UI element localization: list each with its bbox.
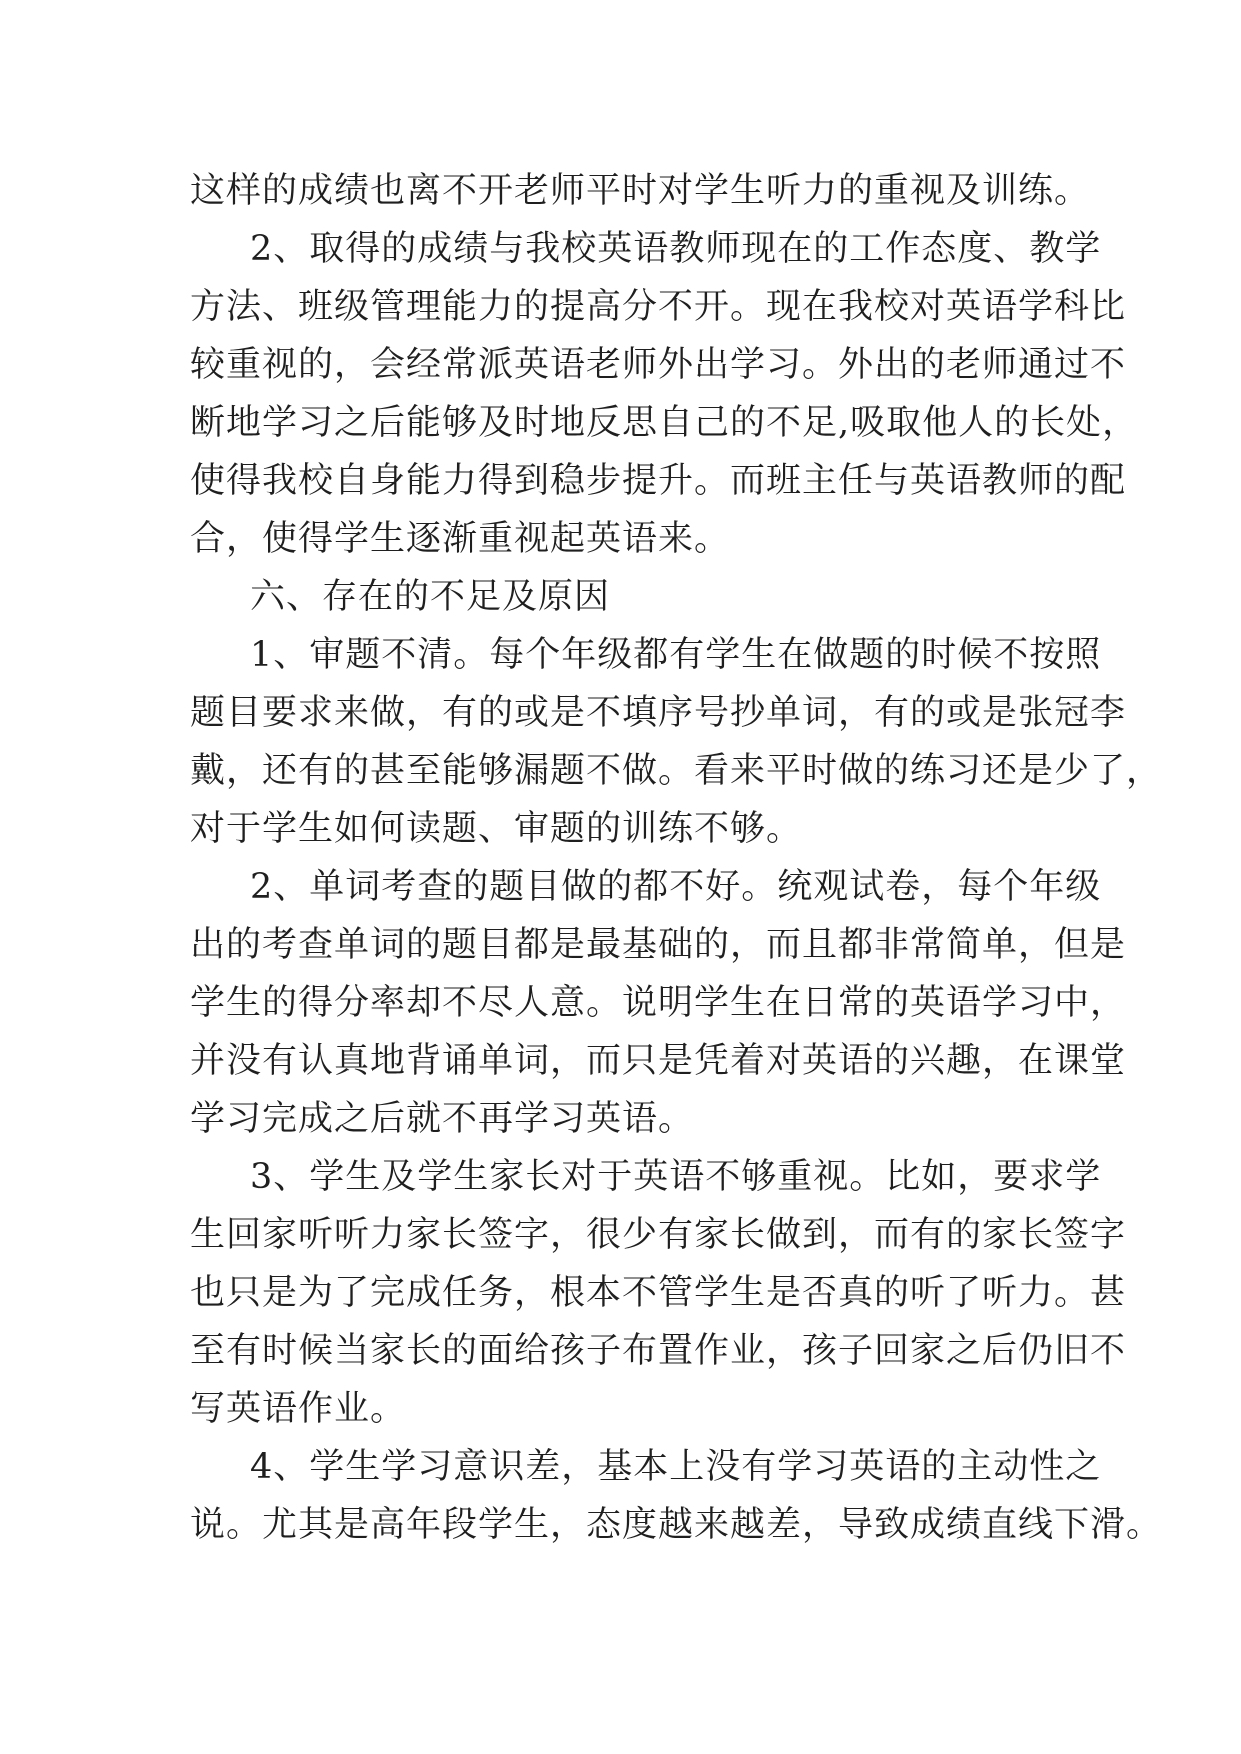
section-heading: 六、存在的不足及原因 [250,577,611,617]
text-line: 使得我校自身能力得到稳步提升。而班主任与英语教师的配 [190,461,1127,501]
text-line: 也只是为了完成任务，根本不管学生是否真的听了听力。甚 [190,1273,1127,1313]
text-line: 2、单词考查的题目做的都不好。统观试卷，每个年级 [250,867,1102,907]
text-line: 对于学生如何读题、审题的训练不够。 [190,809,803,849]
text-line: 3、学生及学生家长对于英语不够重视。比如，要求学 [250,1157,1102,1197]
text-line: 2、取得的成绩与我校英语教师现在的工作态度、教学 [250,229,1102,269]
document-body [190,162,1163,1554]
text-line: 出的考查单词的题目都是最基础的，而且都非常简单，但是 [190,925,1127,965]
text-line: 合，使得学生逐渐重视起英语来。 [190,519,731,559]
text-line: 学生的得分率却不尽人意。说明学生在日常的英语学习中， [190,983,1127,1023]
text-line: 断地学习之后能够及时地反思自己的不足,吸取他人的长处， [190,403,1139,443]
text-line: 方法、班级管理能力的提高分不开。现在我校对英语学科比 [190,287,1127,327]
text-line: 题目要求来做，有的或是不填序号抄单词，有的或是张冠李 [190,693,1127,733]
text-line: 较重视的，会经常派英语老师外出学习。外出的老师通过不 [190,345,1127,385]
text-line: 生回家听听力家长签字，很少有家长做到，而有的家长签字 [190,1215,1127,1255]
text-line: 至有时候当家长的面给孩子布置作业，孩子回家之后仍旧不 [190,1331,1127,1371]
text-line: 说。尤其是高年段学生，态度越来越差，导致成绩直线下滑。 [190,1505,1163,1545]
text-line: 学习完成之后就不再学习英语。 [190,1099,695,1139]
text-line: 戴，还有的甚至能够漏题不做。看来平时做的练习还是少了， [190,751,1163,791]
text-line: 这样的成绩也离不开老师平时对学生听力的重视及训练。 [190,171,1091,211]
text-line: 1、审题不清。每个年级都有学生在做题的时候不按照 [250,635,1102,675]
text-line: 并没有认真地背诵单词，而只是凭着对英语的兴趣，在课堂 [190,1041,1127,1081]
text-line: 4、学生学习意识差，基本上没有学习英语的主动性之 [250,1447,1102,1487]
text-line: 写英语作业。 [190,1389,407,1429]
